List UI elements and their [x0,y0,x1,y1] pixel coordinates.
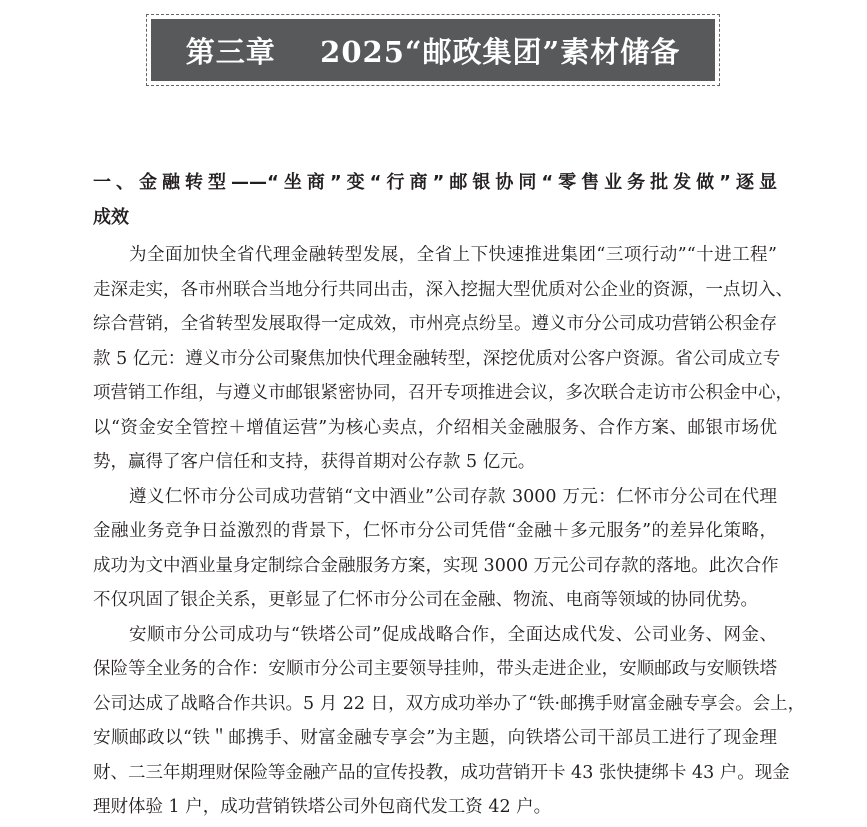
paragraph-line: 项营销工作组，与遵义市邮银紧密协同，召开专项推进会议，多次联合走访市公积金中心， [93,383,793,403]
paragraph-line: 不仅巩固了银企关系，更彰显了仁怀市分公司在金融、物流、电商等领域的协同优势。 [93,590,758,610]
paragraph-line: 保险等全业务的合作：安顺市分公司主要领导挂帅，带头走进企业，安顺邮政与安顺铁塔 [93,659,777,679]
chapter-spacer [276,33,320,67]
paragraph-line: 金融业务竞争日益激烈的背景下，仁怀市分公司凭借“金融＋多元服务”的差异化策略， [93,521,777,541]
paragraph [93,238,793,480]
chapter-banner-frame [146,14,720,86]
paragraph-line: 以“资金安全管控＋增值运营”为核心卖点，介绍相关金融服务、合作方案、邮银市场优 [93,417,777,438]
section-heading [93,165,777,234]
paragraph [93,618,806,825]
paragraph-line: 财、二三年期理财保险等金融产品的宣传投教，成功营销开卡 43 张快捷绑卡 43 户。现金 [93,762,790,783]
paragraph-line: 成功为文中酒业量身定制综合金融服务方案，实现 3000 万元公司存款的落地。此次合作 [93,555,779,576]
paragraph-line: 势，赢得了客户信任和支持，获得首期对公存款 5 亿元。 [93,452,536,472]
paragraph-line: 走深走实，各市州联合当地分行共同出击，深入挖掘大型优质对公企业的资源，一点切入、 [93,279,793,300]
paragraph-line: 公司达成了战略合作共识。5 月 22 日，双方成功举办了“铁·邮携手财富金融专享会。会上， [93,693,806,714]
chapter-title: 2025“邮政集团”素材储备 [320,34,681,69]
paragraph-line: 遵义仁怀市分公司成功营销“文中酒业”公司存款 3000 万元：仁怀市分公司在代理 [129,486,777,507]
paragraph-line: 安顺邮政以“铁＂邮携手、财富金融专享会”为主题，向铁塔公司干部员工进行了现金理 [93,728,777,748]
paragraph [93,480,777,618]
chapter-number: 第三章 [185,34,276,69]
paragraph-line: 理财体验 1 户，成功营销铁塔公司外包商代发工资 42 户。 [93,797,552,817]
chapter-banner [151,19,715,81]
document-body [93,238,806,825]
section-heading-line: 成效 [93,206,129,228]
paragraph-line: 安顺市分公司成功与“铁塔公司”促成战略合作，全面达成代发、公司业务、网金、 [129,624,777,645]
section-heading-line: 一、金融转型——“坐商”变“行商”邮银协同“零售业务批发做”逐显 [93,172,777,193]
paragraph-line: 综合营销，全省转型发展取得一定成效，市州亮点纷呈。遵义市分公司成功营销公积金存 [93,314,777,334]
paragraph-line: 款 5 亿元：遵义市分公司聚焦加快代理金融转型，深挖优质对公客户资源。省公司成立专 [93,348,781,369]
paragraph-line: 为全面加快全省代理金融转型发展，全省上下快速推进集团“三项行动”“十进工程” [129,245,777,265]
